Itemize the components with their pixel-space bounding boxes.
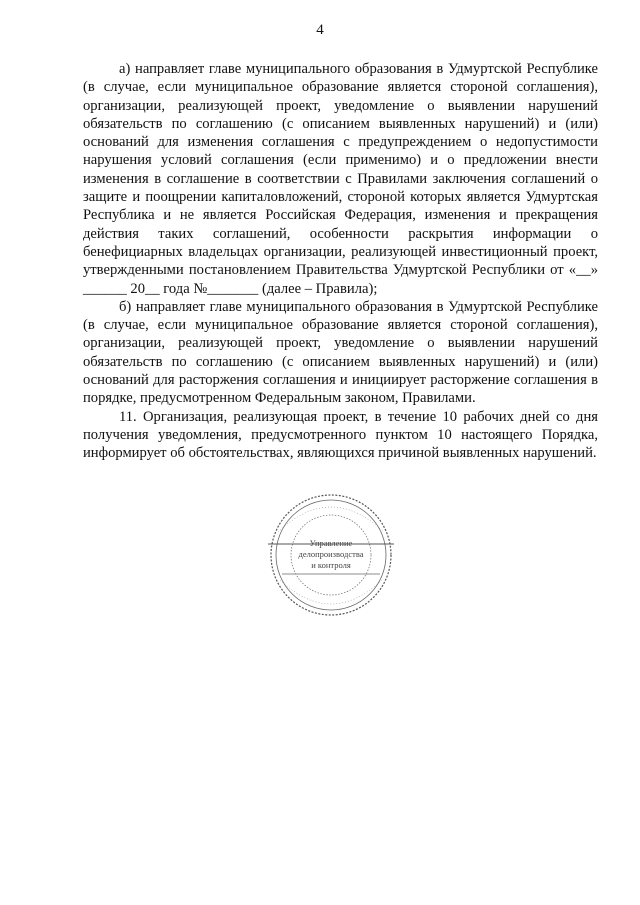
paragraph-11: 11. Организация, реализующая проект, в течение 10 рабочих дней со дня получения уведомления, предусмотренного пунктом 10 настоящего Порядка, информирует об обстоятельствах, являющихся причиной выявленных нарушений. xyxy=(83,408,598,462)
official-stamp xyxy=(268,492,394,618)
stamp-text-line1: Управление xyxy=(309,538,353,548)
document-body xyxy=(83,60,598,463)
stamp-text-line3: и контроля xyxy=(311,560,351,570)
paragraph-a: а) направляет главе муниципального образования в Удмуртской Республике (в случае, если муниципальное образование является стороной соглашения), организации, реализующей проект, уведомление о выявлении нарушений обязательств по соглашению (с описанием выявленных нарушений) и (или) оснований для изменения соглашения с предупреждением о недопустимости нарушения условий соглашения (если применимо) и о предложении внести изменения в соглашение в соответствии с Правилами заключения соглашений о защите и поощрении капиталовложений, стороной которых является Удмуртская Республика и не является Российская Федерация, изменения и прекращения действия таких соглашений, особенности раскрытия информации о бенефициарных владельцах организации, реализующей инвестиционный проект, утвержденными постановлением Правительства Удмуртской Республики от «__» ______ 20__ года №_______ (далее – Правила); xyxy=(83,61,598,297)
page-number: 4 xyxy=(316,22,324,38)
stamp-text-line2: делопроизводства xyxy=(298,549,364,559)
paragraph-b: б) направляет главе муниципального образования в Удмуртской Республике (в случае, если муниципальное образование является стороной соглашения), организации, реализующей проект, уведомление о выявлении нарушений обязательств по соглашению (с описанием выявленных нарушений) и (или) оснований для расторжения соглашения и инициирует расторжение соглашения в порядке, предусмотренном Федеральным законом, Правилами. xyxy=(83,298,598,407)
